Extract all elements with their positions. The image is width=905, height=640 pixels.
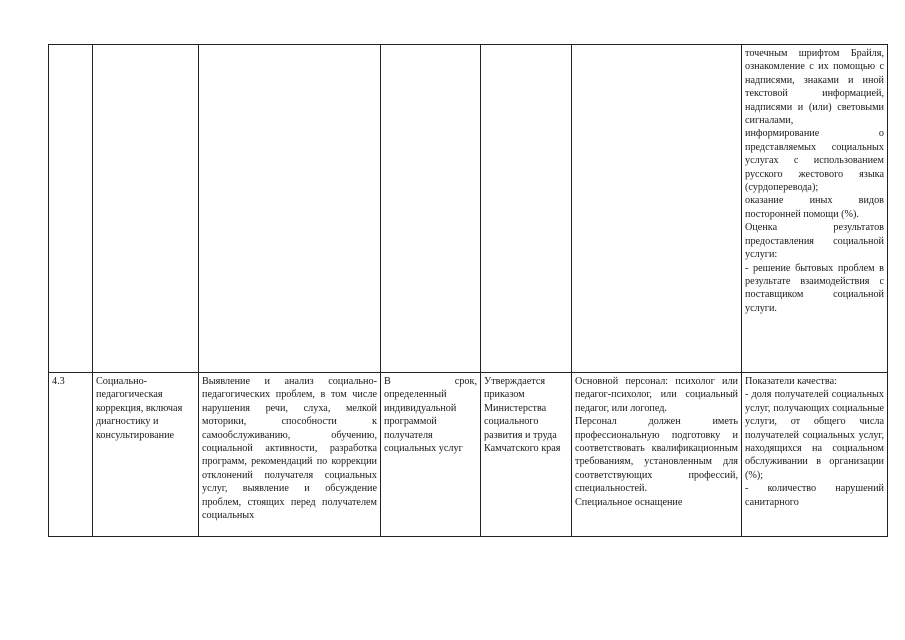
indicator-text: Оценка результатов предоставления социальной услуги: (745, 222, 884, 261)
cell-indicators (742, 45, 888, 373)
indicator-text: - доля получателей социальных услуг, получающих социальные услуги, от общего числа получателей социальных услуг, находящихся на социальном обслуживании в организации (%); (745, 389, 884, 481)
cell-description: Выявление и анализ социально-педагогических проблем, в том числе нарушения речи, слуха, мелкой моторики, способности к самообслуживанию, обучению, социальной активности, разработка программ, рекомендаций по коррекции отклонений получателя социальных услуг, выявление и обсуждение проблем, стоящих перед получателем социальных (199, 373, 381, 537)
cell-tariff (481, 45, 572, 373)
cell-tariff: Утверждается приказом Министерства социального развития и труда Камчатского края (481, 373, 572, 537)
cell-conditions (572, 373, 742, 537)
cell-term: В срок, определенный индивидуальной программой получателя социальных услуг (381, 373, 481, 537)
cell-conditions (572, 45, 742, 373)
indicator-text: оказание иных видов посторонней помощи (%). (745, 195, 884, 220)
cell-number: 4.3 (49, 373, 93, 537)
indicator-text: - количество нарушений санитарного (745, 483, 884, 508)
cell-number (49, 45, 93, 373)
indicator-text: точечным шрифтом Брайля, ознакомление с их помощью с надписями, знаками и иной текстовой информацией, надписями и (или) световыми сигналами, (745, 48, 884, 127)
condition-text: Специальное оснащение (575, 496, 683, 508)
services-table (48, 44, 888, 537)
table-row-4-3 (49, 373, 888, 537)
cell-indicators (742, 373, 888, 537)
condition-text: Основной персонал: психолог или педагог-психолог, или социальный педагог, или логопед. (575, 376, 738, 414)
table-row-continuation (49, 45, 888, 373)
indicator-text: информирование о представляемых социальных услугах с использованием русского жестового языка (сурдоперевода); (745, 128, 884, 194)
indicator-text: - решение бытовых проблем в результате взаимодействия с поставщиком социальной услуги. (745, 262, 884, 314)
cell-term (381, 45, 481, 373)
condition-text: Персонал должен иметь профессиональную подготовку и соответствовать квалификационным требованиям, установленным для соответствующих профессий, специальностей. (575, 416, 738, 495)
cell-service-name (93, 45, 199, 373)
cell-description (199, 45, 381, 373)
cell-service-name: Социально-педагогическая коррекция, включая диагностику и консультирование (93, 373, 199, 537)
indicator-text: Показатели качества: (745, 376, 837, 387)
